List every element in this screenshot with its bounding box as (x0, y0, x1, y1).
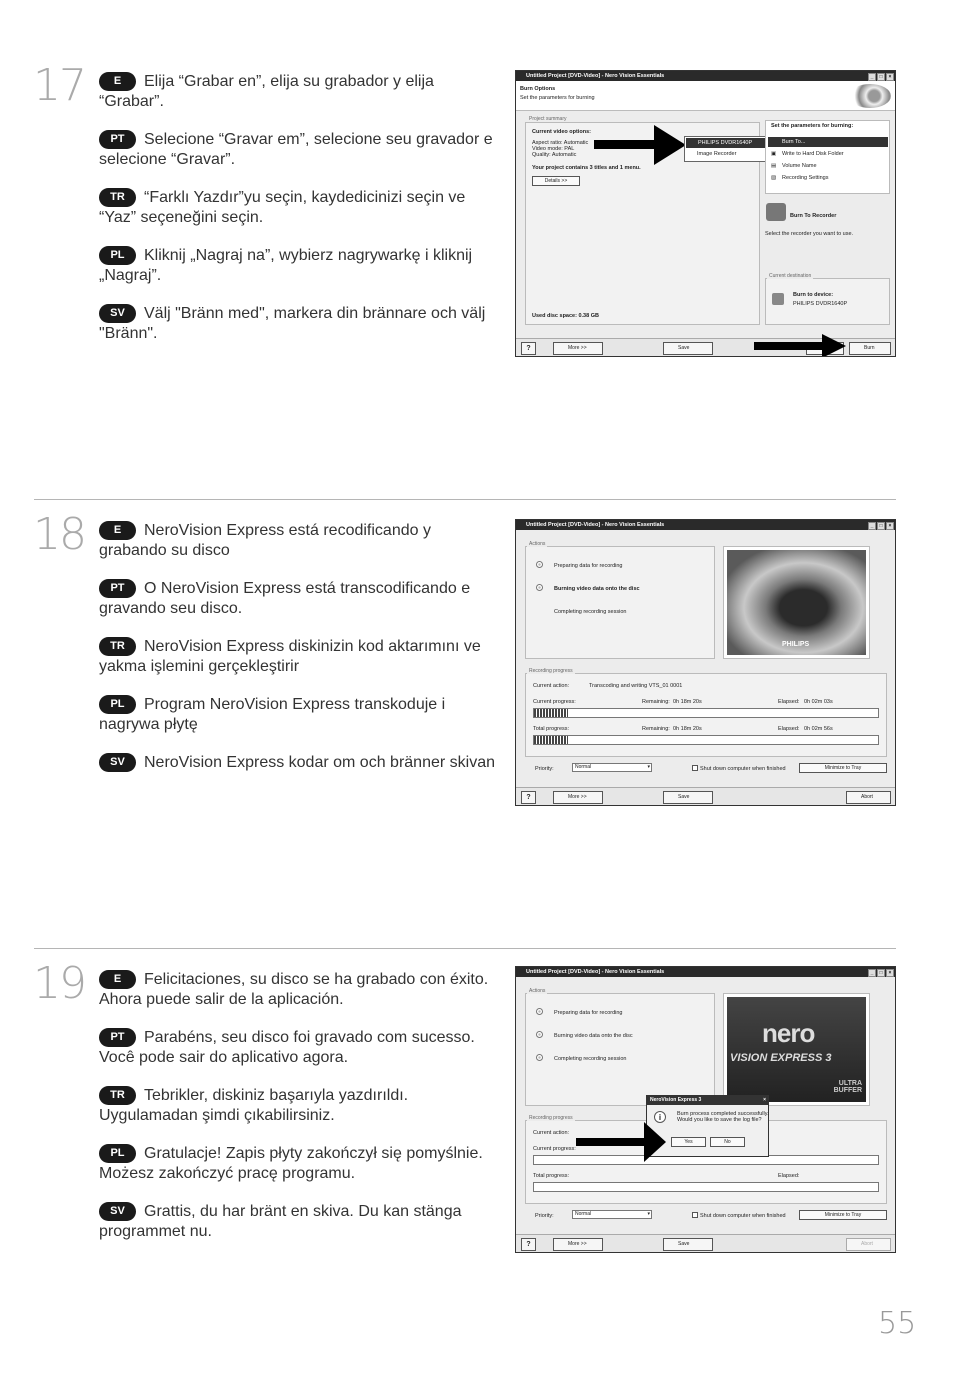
quality: Quality: Automatic (532, 152, 577, 158)
progress-fill (534, 736, 568, 744)
instruction-text: NeroVision Express kodar om och bränner skivan (144, 754, 495, 771)
lang-badge: E (99, 970, 136, 989)
window-titlebar (516, 71, 895, 81)
instruction-text: Välj "Bränn med", markera din brännare och välj "Bränn". (99, 305, 486, 342)
preview-frame (723, 546, 870, 659)
step-number-19: 19 (33, 958, 85, 1009)
menu-write-hdd-folder[interactable]: Write to Hard Disk Folder (782, 151, 844, 157)
instruction-text: Felicitaciones, su disco se ha grabado con éxito. Ahora puede salir de la aplicación. (99, 971, 489, 1008)
burn-button[interactable]: Burn (849, 342, 891, 355)
preview-image (727, 550, 866, 655)
instruction-sv (99, 304, 499, 344)
window-titlebar (516, 520, 895, 530)
remaining-label: Remaining: (642, 726, 670, 732)
instruction-tr (99, 188, 499, 228)
instruction-text: Elija “Grabar en”, elija su grabador y elija “Grabar”. (99, 73, 434, 110)
project-contains: Your project contains 3 titles and 1 menu. (532, 165, 641, 171)
elapsed-value: 0h 02m 03s (804, 699, 833, 705)
minimize-to-tray-button[interactable]: Minimize to Tray (799, 763, 887, 773)
banner-heading: Burn Options (520, 86, 556, 92)
lang-badge: PT (99, 579, 136, 598)
panel-label: Project summary (529, 116, 567, 122)
instruction-pl (99, 1144, 499, 1184)
more-button[interactable]: More >> (553, 791, 603, 804)
folder-icon: ▣ (771, 151, 777, 157)
elapsed-value: 0h 02m 56s (804, 726, 833, 732)
save-button[interactable]: Save (663, 1238, 713, 1251)
lang-badge: TR (99, 188, 136, 207)
instruction-text: Tebrikler, diskiniz başarıyla yazdırıldı. Uygulamadan şimdi çıkabilirsiniz. (99, 1087, 409, 1124)
instruction-pt (99, 130, 499, 170)
ultra-buffer-logo: ULTRA BUFFER (833, 1080, 862, 1094)
minimize-icon[interactable]: _ (868, 969, 876, 977)
priority-select[interactable] (572, 1210, 652, 1219)
elapsed-label: Elapsed: (778, 726, 800, 732)
instruction-text: Selecione “Gravar em”, selecione seu gravador e selecione “Gravar”. (99, 131, 493, 168)
close-icon[interactable]: × (763, 1097, 766, 1103)
arrow-right-icon (754, 334, 846, 357)
total-progress-bar (533, 1182, 879, 1192)
minimize-to-tray-button[interactable]: Minimize to Tray (799, 1210, 887, 1220)
instruction-text: NeroVision Express está recodificando y grabando su disco (99, 522, 431, 559)
lang-badge: TR (99, 637, 136, 656)
aspect-ratio: Aspect ratio: Automatic (532, 140, 589, 146)
help-button[interactable]: ? (521, 791, 536, 804)
total-progress-label: Total progress: (533, 726, 570, 732)
dialog-titlebar (647, 1096, 768, 1105)
burn-parameters-panel (765, 120, 890, 194)
abort-button[interactable]: Abort (846, 1238, 891, 1251)
lang-badge: PT (99, 130, 136, 149)
close-icon[interactable]: × (886, 969, 894, 977)
help-button[interactable]: ? (521, 342, 536, 355)
device-name: PHILIPS DVDR1640P (793, 301, 848, 307)
instruction-text: O NeroVision Express está transcodificando e gravando seu disco. (99, 580, 471, 617)
shutdown-checkbox[interactable] (692, 765, 786, 772)
step-number-18: 18 (33, 509, 85, 560)
burn-to-recorder-title: Burn To Recorder (790, 213, 837, 219)
device-icon (772, 293, 784, 305)
section-divider (34, 948, 896, 949)
instruction-text: NeroVision Express diskinizin kod aktarımını ve yakma işlemini gerçekleştirir (99, 638, 481, 675)
step-status-icon (536, 1054, 543, 1061)
instruction-text: Kliknij „Nagraj na”, wybierz nagrywarkę i kliknij „Nagraj”. (99, 247, 473, 284)
total-progress-bar (533, 735, 879, 745)
priority-value: Normal (575, 764, 592, 770)
info-icon: i (654, 1111, 666, 1123)
lang-badge: PL (99, 246, 136, 265)
lang-badge: E (99, 521, 136, 540)
action-burning: Burning video data onto the disc (554, 1033, 633, 1039)
banner-subheading: Set the parameters for burning (520, 95, 595, 101)
screenshot-burn-complete (515, 966, 896, 1253)
checkbox-icon (692, 765, 698, 771)
step-17-instructions (99, 72, 499, 362)
instruction-pl (99, 246, 499, 286)
current-progress-label: Current progress: (533, 1146, 576, 1152)
popup-item-philips[interactable]: PHILIPS DVDR1640P (686, 138, 768, 148)
instruction-tr (99, 637, 499, 677)
chevron-down-icon: ▾ (647, 1211, 650, 1217)
menu-recording-settings[interactable]: Recording Settings (782, 175, 829, 181)
priority-value: Normal (575, 1211, 592, 1217)
menu-volume-name[interactable]: Volume Name (782, 163, 817, 169)
priority-label: Priority: (535, 1213, 554, 1219)
step-19-instructions (99, 970, 499, 1260)
action-completing: Completing recording session (554, 1056, 627, 1062)
window-titlebar (516, 967, 895, 977)
bottom-toolbar (516, 1234, 895, 1252)
maximize-icon[interactable]: □ (877, 969, 885, 977)
more-button[interactable]: More >> (553, 1238, 603, 1251)
vision-express-logo: VISION EXPRESS 3 (730, 1052, 832, 1064)
step-18-instructions (99, 521, 499, 791)
menu-burn-to[interactable]: Burn To... (768, 137, 888, 147)
instruction-text: Parabéns, seu disco foi gravado com sucesso. Você pode sair do aplicativo agora. (99, 1029, 475, 1066)
current-action-value: Transcoding and writing VTS_01 0001 (589, 683, 683, 689)
remaining-value: 0h 18m 20s (673, 726, 702, 732)
lang-badge: PL (99, 1144, 136, 1163)
action-preparing: Preparing data for recording (554, 1010, 623, 1016)
lang-badge: SV (99, 753, 136, 772)
chevron-down-icon: ▾ (647, 764, 650, 770)
action-completing: Completing recording session (554, 609, 627, 615)
select-recorder-text: Select the recorder you want to use. (765, 231, 854, 237)
dialog-title: NeroVision Express 3 (650, 1097, 702, 1103)
instruction-text: Program NeroVision Express transkoduje i nagrywa płytę (99, 696, 446, 733)
priority-select[interactable] (572, 763, 652, 772)
progress-fill (534, 709, 568, 717)
maximize-icon[interactable]: □ (877, 522, 885, 530)
set-params-label: Set the parameters for burning: (771, 123, 854, 129)
close-icon[interactable]: × (886, 522, 894, 530)
arrow-right-icon (576, 1122, 666, 1162)
lang-badge: PL (99, 695, 136, 714)
save-button[interactable]: Save (663, 342, 713, 355)
panel-label: Recording progress (529, 1115, 573, 1121)
abort-button[interactable]: Abort (846, 791, 891, 804)
instruction-e (99, 521, 499, 561)
lang-badge: E (99, 72, 136, 91)
help-button[interactable]: ? (521, 1238, 536, 1251)
yes-button[interactable]: Yes (671, 1137, 706, 1147)
settings-icon: ▧ (771, 175, 777, 181)
instruction-text: Grattis, du har bränt en skiva. Du kan stänga programmet nu. (99, 1203, 462, 1240)
volume-icon: ▤ (771, 163, 777, 169)
panel-label: Actions (529, 541, 546, 547)
screenshot-burn-options (515, 70, 896, 357)
current-action-label: Current action: (533, 1130, 570, 1136)
priority-label: Priority: (535, 766, 554, 772)
elapsed-label: Elapsed: (778, 1173, 800, 1179)
details-button[interactable]: Details >> (532, 176, 580, 186)
minimize-icon[interactable]: _ (868, 73, 876, 81)
used-disc-space: Used disc space: 0.38 GB (532, 313, 599, 319)
shutdown-label: Shut down computer when finished (700, 766, 786, 772)
action-preparing: Preparing data for recording (554, 563, 623, 569)
maximize-icon[interactable]: □ (877, 73, 885, 81)
minimize-icon[interactable]: _ (868, 522, 876, 530)
step-status-icon (536, 1008, 543, 1015)
instruction-pt (99, 579, 499, 619)
popup-item-image-recorder[interactable]: Image Recorder (697, 151, 737, 157)
dialog-message-1: Burn process completed successfully. (677, 1111, 769, 1117)
nero-logo: nero (762, 1018, 815, 1048)
instruction-tr (99, 1086, 499, 1126)
philips-logo: PHILIPS (782, 641, 810, 648)
shutdown-label: Shut down computer when finished (700, 1213, 786, 1219)
action-burning: Burning video data onto the disc (554, 586, 640, 592)
total-progress-label: Total progress: (533, 1173, 570, 1179)
shutdown-checkbox[interactable] (692, 1212, 786, 1219)
lang-badge: PT (99, 1028, 136, 1047)
step-number-17: 17 (33, 60, 85, 111)
lang-badge: TR (99, 1086, 136, 1105)
instruction-e (99, 970, 499, 1010)
checkbox-icon (692, 1212, 698, 1218)
screenshot-burning-progress (515, 519, 896, 806)
instruction-text: Gratulacje! Zapis płyty zakończył się pomyślnie. Możesz zakończyć pracę programu. (99, 1145, 483, 1182)
lang-badge: SV (99, 1202, 136, 1221)
step-status-icon (536, 561, 543, 568)
video-mode: Video mode: PAL (532, 146, 575, 152)
no-button[interactable]: No (710, 1137, 745, 1147)
preview-frame (723, 993, 870, 1106)
instruction-text: “Farklı Yazdır”yu seçin, kaydedicinizi seçin ve “Yaz” seçeneğini seçin. (99, 189, 466, 226)
save-button[interactable]: Save (663, 791, 713, 804)
bottom-toolbar (516, 787, 895, 805)
panel-label: Recording progress (529, 668, 573, 674)
section-divider (34, 499, 896, 500)
remaining-label: Remaining: (642, 699, 670, 705)
instruction-e (99, 72, 499, 112)
window-title: Untitled Project [DVD-Video] - Nero Vision Essentials (526, 73, 665, 79)
recorder-popup (684, 136, 770, 162)
close-icon[interactable]: × (886, 73, 894, 81)
instruction-pl (99, 695, 499, 735)
current-action-label: Current action: (533, 683, 570, 689)
disc-graphic-icon (849, 84, 891, 108)
panel-label: Actions (529, 988, 546, 994)
elapsed-label: Elapsed: (778, 699, 800, 705)
window-title: Untitled Project [DVD-Video] - Nero Vision Essentials (526, 969, 665, 975)
recorder-icon (766, 203, 786, 221)
instruction-sv (99, 753, 499, 773)
more-button[interactable]: More >> (553, 342, 603, 355)
dialog-message-2: Would you like to save the log file? (677, 1117, 762, 1123)
panel-label: Current destination (769, 273, 812, 279)
step-status-icon (536, 1031, 543, 1038)
step-status-icon (536, 584, 543, 591)
current-progress-bar (533, 708, 879, 718)
arrow-right-icon (594, 125, 686, 165)
header-banner (516, 81, 895, 111)
page-number: 55 (878, 1306, 917, 1341)
remaining-value: 0h 18m 20s (673, 699, 702, 705)
current-progress-label: Current progress: (533, 699, 576, 705)
window-title: Untitled Project [DVD-Video] - Nero Vision Essentials (526, 522, 665, 528)
instruction-sv (99, 1202, 499, 1242)
video-options-label: Current video options: (532, 129, 591, 135)
burn-to-device-label: Burn to device: (793, 292, 834, 298)
instruction-pt (99, 1028, 499, 1068)
lang-badge: SV (99, 304, 136, 323)
